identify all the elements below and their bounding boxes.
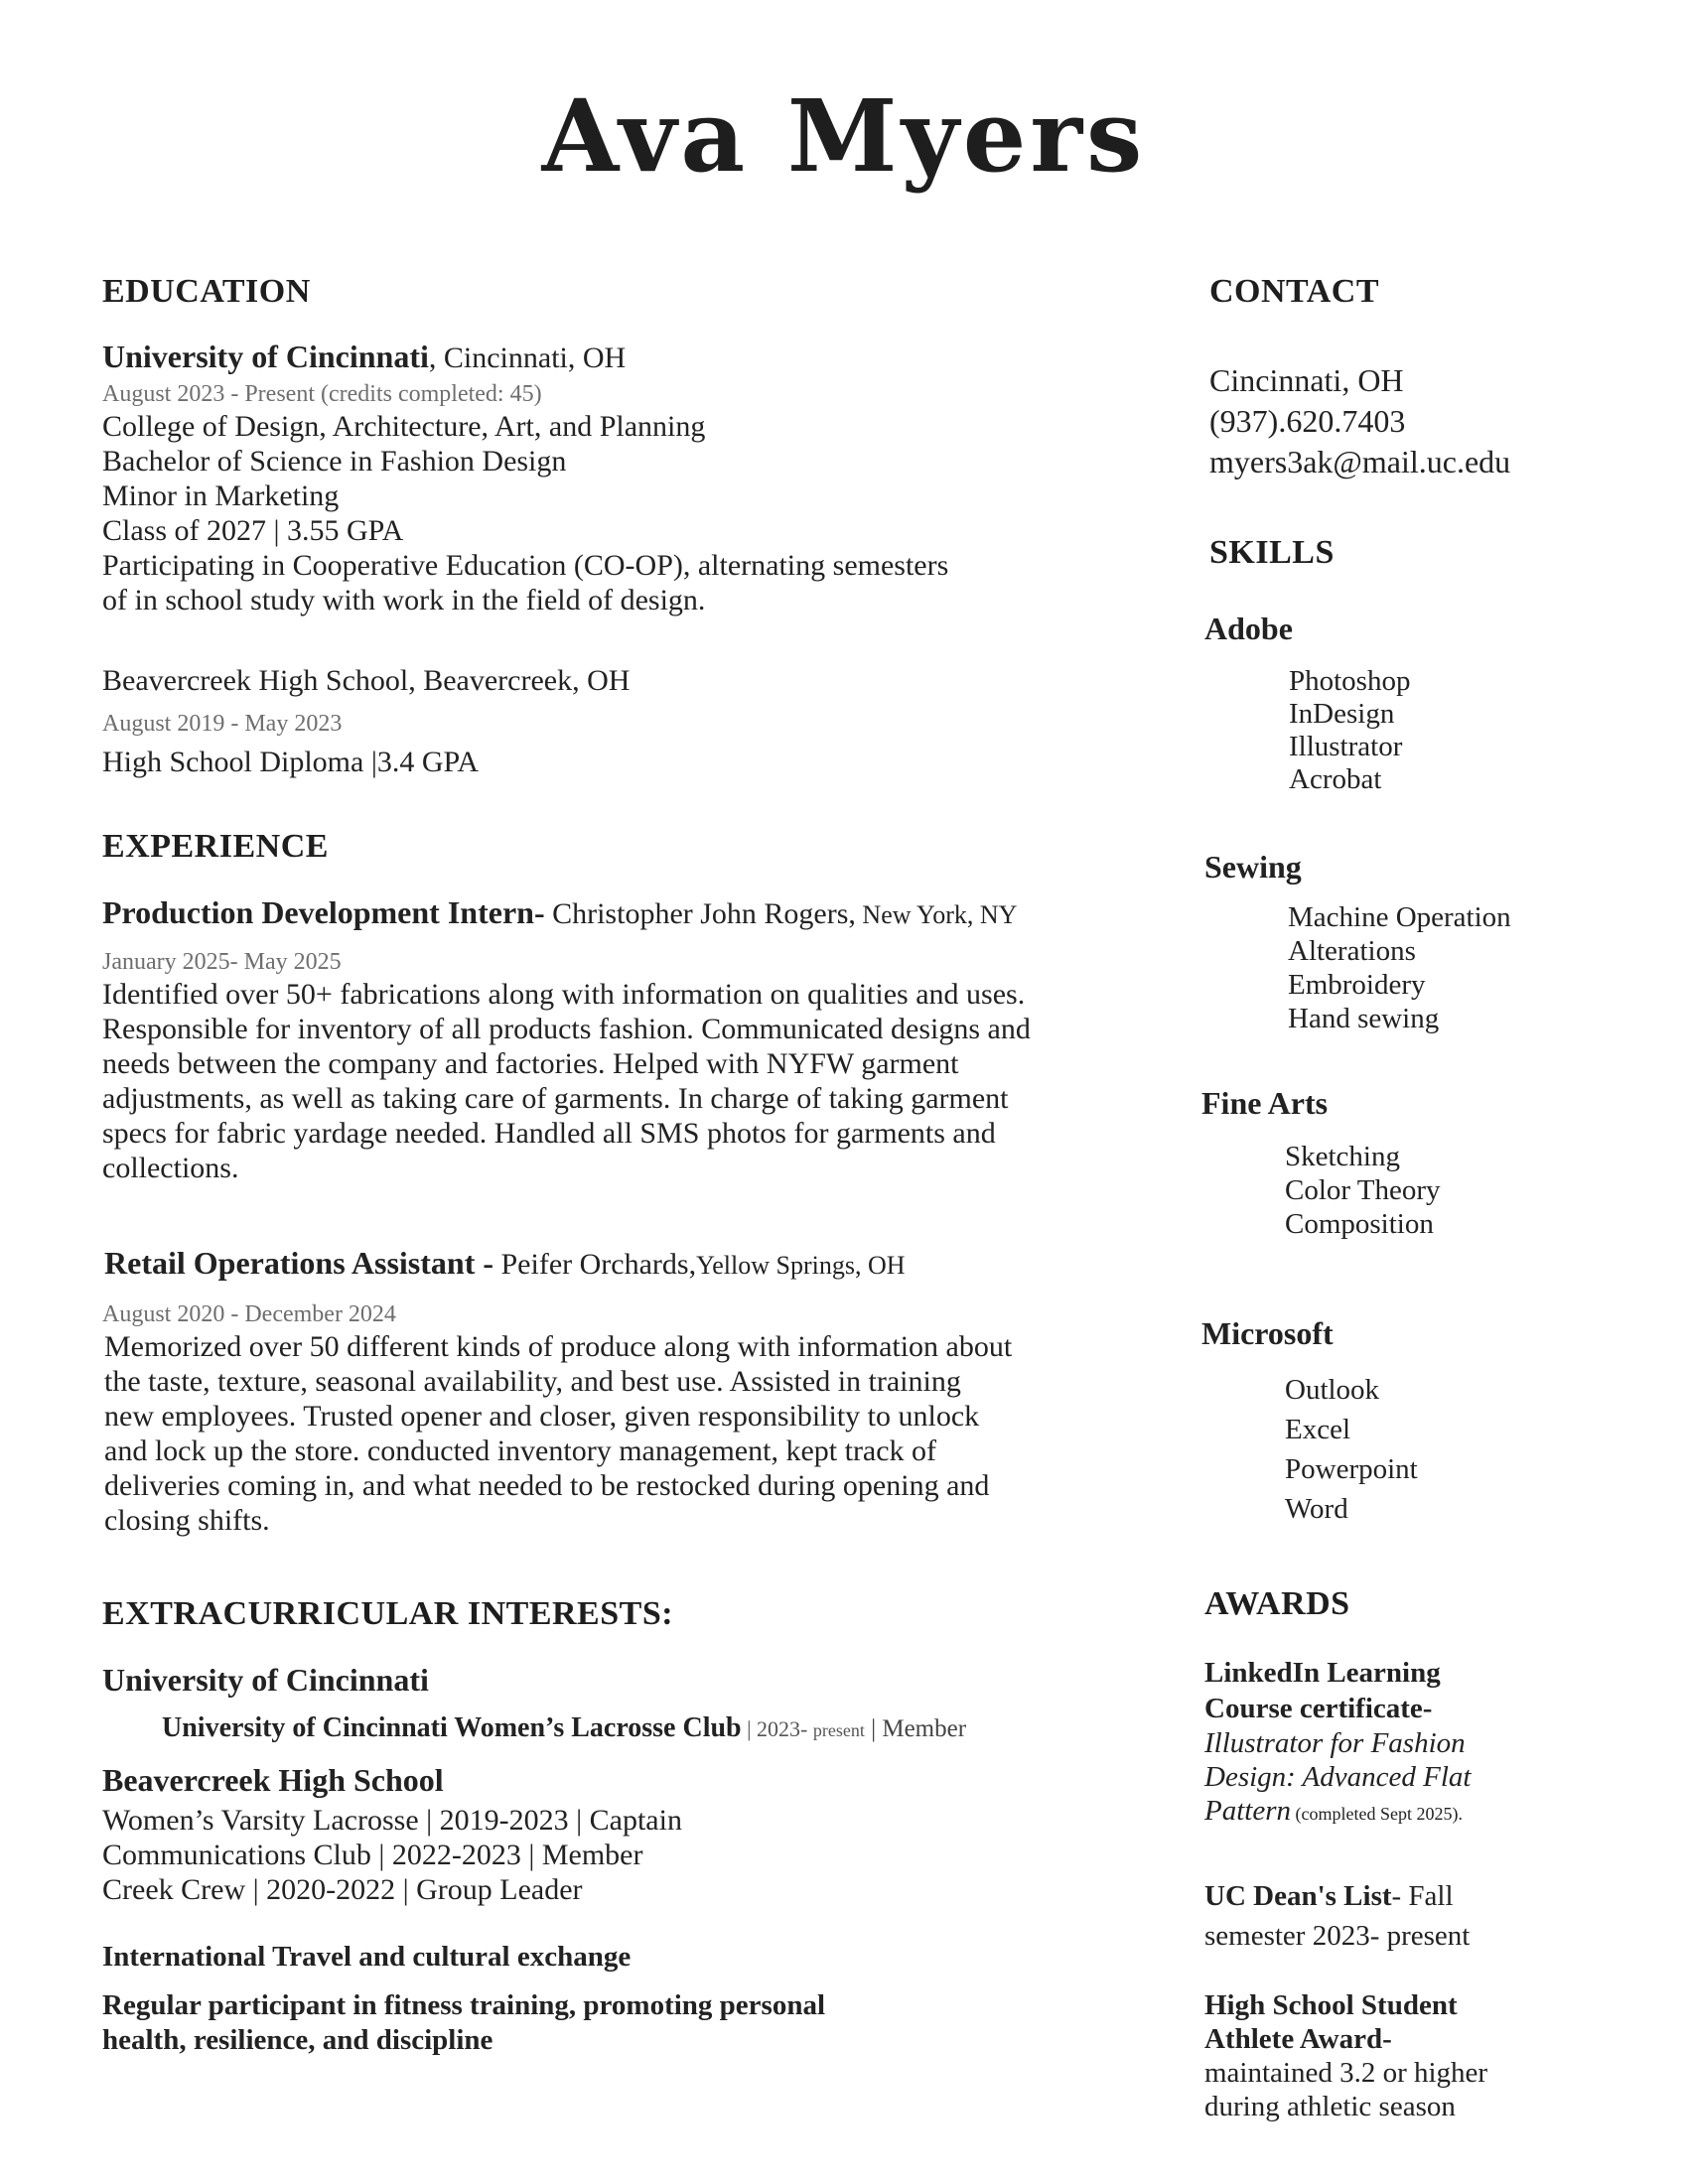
job2-desc-line: the taste, texture, seasonal availability, and best use. Assisted in training [104, 1365, 961, 1398]
extra-travel: International Travel and cultural exchange [102, 1941, 632, 1973]
contact-city: Cincinnati, OH [1209, 362, 1404, 398]
uc-coop-line-2: of in school study with work in the field of design. [102, 584, 706, 616]
extra-uc-club-years: | 2023- [741, 1716, 813, 1741]
job2-company: Peifer Orchards, [493, 1248, 697, 1281]
award-linkedin [1204, 1655, 1471, 1831]
job2-desc-line: new employees. Trusted opener and closer, given responsibility to unlock [104, 1400, 980, 1433]
hs-diploma: High School Diploma |3.4 GPA [102, 746, 480, 778]
job2-location: Yellow Springs, OH [696, 1251, 906, 1280]
award-deans-list-term: - Fall [1391, 1880, 1454, 1912]
award-deans-list-title: UC Dean's List [1204, 1880, 1392, 1912]
extra-uc-club-present: present [812, 1720, 865, 1740]
job1-desc-line: needs between the company and factories. Helped with NYFW garment [102, 1047, 959, 1080]
job1-description [102, 977, 1031, 1185]
extra-hs-item: Communications Club | 2022-2023 | Member [102, 1839, 643, 1871]
extra-uc-club [162, 1709, 966, 1748]
job2-title: Retail Operations Assistant - [104, 1245, 493, 1281]
skill-item: Composition [1285, 1208, 1434, 1240]
award-athlete-line-4: during athletic season [1204, 2091, 1456, 2122]
job1-title: Production Development Intern- [102, 894, 545, 930]
uc-school-name: University of Cincinnati [102, 339, 429, 374]
skill-item: Excel [1285, 1414, 1351, 1445]
skill-item: Machine Operation [1288, 901, 1511, 933]
skill-list-microsoft [1285, 1370, 1418, 1529]
skill-item: Hand sewing [1288, 1003, 1440, 1034]
job2-desc-line: closing shifts. [104, 1504, 270, 1537]
job1-desc-line: adjustments, as well as taking care of garments. In charge of taking garment [102, 1082, 1009, 1115]
skill-item: Powerpoint [1285, 1453, 1418, 1485]
uc-minor: Minor in Marketing [102, 479, 340, 512]
job1-desc-line: Responsible for inventory of all products fashion. Communicated designs and [102, 1013, 1031, 1045]
skill-item: Alterations [1288, 935, 1416, 967]
skill-item: Acrobat [1289, 763, 1382, 795]
extra-hs-item: Creek Crew | 2020-2022 | Group Leader [102, 1873, 583, 1906]
skill-group-adobe: Adobe [1204, 611, 1293, 646]
uc-degree: Bachelor of Science in Fashion Design [102, 445, 567, 478]
skill-group-fine-arts: Fine Arts [1201, 1085, 1329, 1121]
skills-heading: SKILLS [1209, 534, 1335, 571]
skill-item: Word [1285, 1493, 1348, 1525]
awards-heading: AWARDS [1204, 1585, 1350, 1622]
job2-desc-line: and lock up the store. conducted inventory management, kept track of [104, 1434, 937, 1467]
skill-list-adobe [1289, 665, 1410, 796]
extra-uc-heading: University of Cincinnati [102, 1662, 429, 1698]
skill-group-sewing: Sewing [1204, 849, 1302, 885]
skill-group-microsoft: Microsoft [1201, 1315, 1334, 1351]
award-athlete-title-2: Athlete Award- [1204, 2023, 1392, 2055]
candidate-name: Ava Myers [541, 77, 1147, 195]
extra-hs-heading: Beavercreek High School [102, 1762, 444, 1798]
skill-list-sewing [1288, 900, 1511, 1035]
award-linkedin-course-2: Design: Advanced Flat [1204, 1761, 1472, 1793]
award-athlete-line-3: maintained 3.2 or higher [1204, 2057, 1488, 2089]
uc-class-gpa: Class of 2027 | 3.55 GPA [102, 514, 404, 547]
education-heading: EDUCATION [102, 273, 311, 310]
extra-fitness-line-2: health, resilience, and discipline [102, 2024, 493, 2056]
job1-desc-line: Identified over 50+ fabrications along with information on qualities and uses. [102, 978, 1026, 1011]
hs-school: Beavercreek High School, Beavercreek, OH [102, 664, 631, 697]
job1-header [102, 895, 1017, 932]
skill-item: Embroidery [1288, 969, 1426, 1001]
award-deans-list [1204, 1876, 1470, 1956]
job2-dates: August 2020 - December 2024 [102, 1301, 396, 1327]
job1-company: Christopher John Rogers, [544, 897, 856, 930]
job2-desc-line: Memorized over 50 different kinds of produce along with information about [104, 1330, 1013, 1363]
skill-item: Photoshop [1289, 665, 1411, 697]
award-linkedin-title-2: Course certificate- [1204, 1693, 1433, 1724]
uc-coop-line-1: Participating in Cooperative Education (CO-OP), alternating semesters [102, 549, 949, 582]
job1-desc-line: collections. [102, 1152, 239, 1184]
extra-uc-club-role: | Member [864, 1715, 967, 1742]
award-linkedin-course-1: Illustrator for Fashion [1204, 1727, 1466, 1759]
award-deans-list-line-2: semester 2023- present [1204, 1920, 1471, 1952]
job2-description [104, 1329, 1012, 1538]
extracurricular-heading: EXTRACURRICULAR INTERESTS: [102, 1595, 674, 1632]
skill-item: Illustrator [1289, 731, 1403, 762]
skill-item: Sketching [1285, 1141, 1400, 1172]
extra-hs-item: Women’s Varsity Lacrosse | 2019-2023 | Captain [102, 1804, 682, 1837]
job2-header [104, 1246, 906, 1283]
uc-dates: August 2023 - Present (credits completed: 45) [102, 381, 542, 407]
uc-college: College of Design, Architecture, Art, and Planning [102, 410, 706, 443]
skill-item: InDesign [1289, 698, 1395, 730]
award-linkedin-completed: (completed Sept 2025). [1291, 1804, 1463, 1824]
skill-item: Color Theory [1285, 1174, 1441, 1206]
hs-dates: August 2019 - May 2023 [102, 711, 343, 737]
contact-phone: (937).620.7403 [1209, 403, 1406, 439]
uc-school-line [102, 340, 626, 375]
experience-heading: EXPERIENCE [102, 828, 329, 865]
contact-email[interactable]: myers3ak@mail.uc.edu [1209, 444, 1511, 479]
award-athlete-title-1: High School Student [1204, 1989, 1458, 2021]
contact-heading: CONTACT [1209, 273, 1379, 310]
skill-list-fine-arts [1285, 1140, 1441, 1241]
award-linkedin-title-1: LinkedIn Learning [1204, 1657, 1441, 1689]
extra-fitness-line-1: Regular participant in fitness training, promoting personal [102, 1989, 826, 2021]
skill-item: Outlook [1285, 1374, 1380, 1406]
job1-location: New York, NY [855, 900, 1018, 929]
job1-desc-line: specs for fabric yardage needed. Handled all SMS photos for garments and [102, 1117, 996, 1150]
award-linkedin-course-3: Pattern [1204, 1795, 1291, 1827]
extra-uc-club-name: University of Cincinnati Women’s Lacrosse Club [162, 1712, 742, 1743]
job2-desc-line: deliveries coming in, and what needed to be restocked during opening and [104, 1469, 990, 1502]
award-athlete [1204, 1988, 1487, 2123]
job1-dates: January 2025- May 2025 [102, 949, 342, 975]
uc-school-location: , Cincinnati, OH [428, 341, 627, 374]
